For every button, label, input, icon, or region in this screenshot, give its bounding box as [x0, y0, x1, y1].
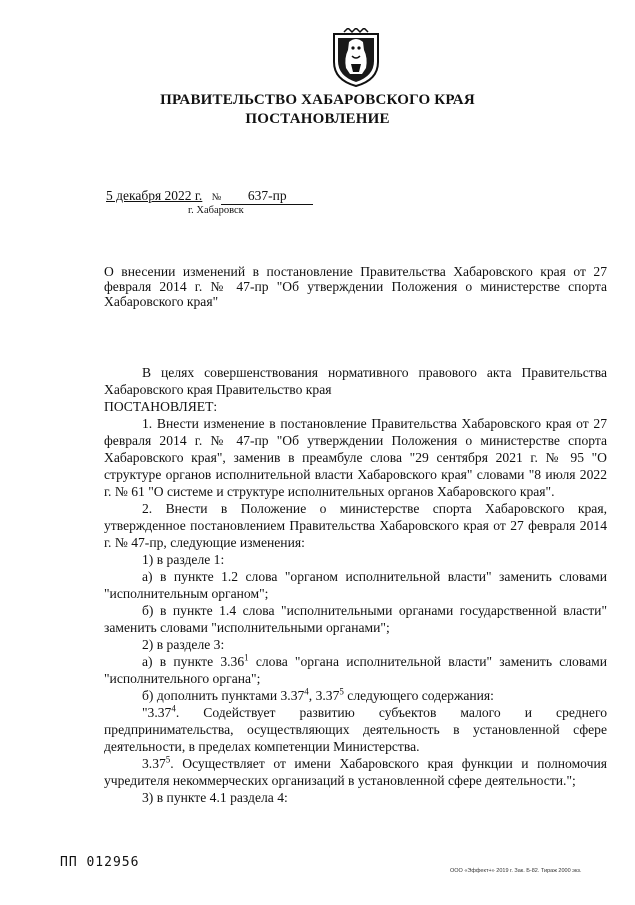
resolves-heading: ПОСТАНОВЛЯЕТ:	[104, 399, 218, 414]
government-title: ПРАВИТЕЛЬСТВО ХАБАРОВСКОГО КРАЯ	[160, 92, 475, 108]
document-type-title: ПОСТАНОВЛЕНИЕ	[245, 111, 390, 127]
form-serial-number: ПП 012956	[60, 855, 140, 870]
quoted-clause-3-37-5: 3.37$^5$. Осуществляет от имени Хабаровского края функции и полномочия учредителя некоммерческих организаций в установленной сфере деятельности.";	[104, 754, 607, 788]
print-info: ООО «Эффект+» 2019 г. Зак. Б-82. Тираж 2000 экз.	[450, 868, 582, 874]
document-subject: О внесении изменений в постановление Правительства Хабаровского края от 27 февраля 2014 г. № 47-пр "Об утверждении Положения о министерстве спорта Хабаровского края"	[104, 264, 607, 309]
subsection-2: 2) в разделе 3:	[142, 637, 225, 652]
document-number: 637-пр	[221, 188, 313, 205]
subsection-2-a: а) в пункте 3.36$^1$ слова "органа исполнительной власти" заменить словами "исполнительного органа";	[104, 652, 607, 686]
subsection-1-b: б) в пункте 1.4 слова "исполнительными органами государственной власти" заменить словами "исполнительными органами";	[104, 603, 607, 635]
subsection-2-b: б) дополнить пунктами 3.37$^4$, 3.37$^5$ следующего содержания:	[142, 686, 494, 703]
coat-of-arms-emblem	[330, 28, 382, 88]
document-city: г. Хабаровск	[188, 205, 244, 216]
preamble-paragraph: В целях совершенствования нормативного правового акта Правительства Хабаровского края Правительство края	[104, 365, 607, 397]
number-sign: №	[211, 192, 222, 203]
document-date: 5 декабря 2022 г.	[106, 188, 203, 203]
document-date-line	[106, 188, 313, 205]
paragraph-1: 1. Внести изменение в постановление Правительства Хабаровского края от 27 февраля 2014 г. № 47-пр "Об утверждении Положения о министерстве спорта Хабаровского края", заменив в преамбуле слова "29 сентября 2021 г. № 95 "О структуре органов исполнительной власти Хабаровского края" словами "8 июля 2022 г. № 61 "О системе и структуре исполнительных органов Хабаровского края".	[104, 416, 607, 499]
subsection-3: 3) в пункте 4.1 раздела 4:	[142, 790, 288, 805]
quoted-clause-3-37-4: "3.37$^4$. Содействует развитию субъектов малого и среднего предпринимательства, осуществляющих деятельность в установленной сфере деятельности, в пределах компетенции Министерства.	[104, 703, 607, 754]
paragraph-2: 2. Внести в Положение о министерстве спорта Хабаровского края, утвержденное постановлением Правительства Хабаровского края от 27 февраля 2014 г. № 47-пр, следующие изменения:	[104, 501, 607, 550]
document-body	[104, 364, 607, 806]
subsection-1: 1) в разделе 1:	[142, 552, 225, 567]
subsection-1-a: а) в пункте 1.2 слова "органом исполнительной власти" заменить словами "исполнительным органом";	[104, 569, 607, 601]
